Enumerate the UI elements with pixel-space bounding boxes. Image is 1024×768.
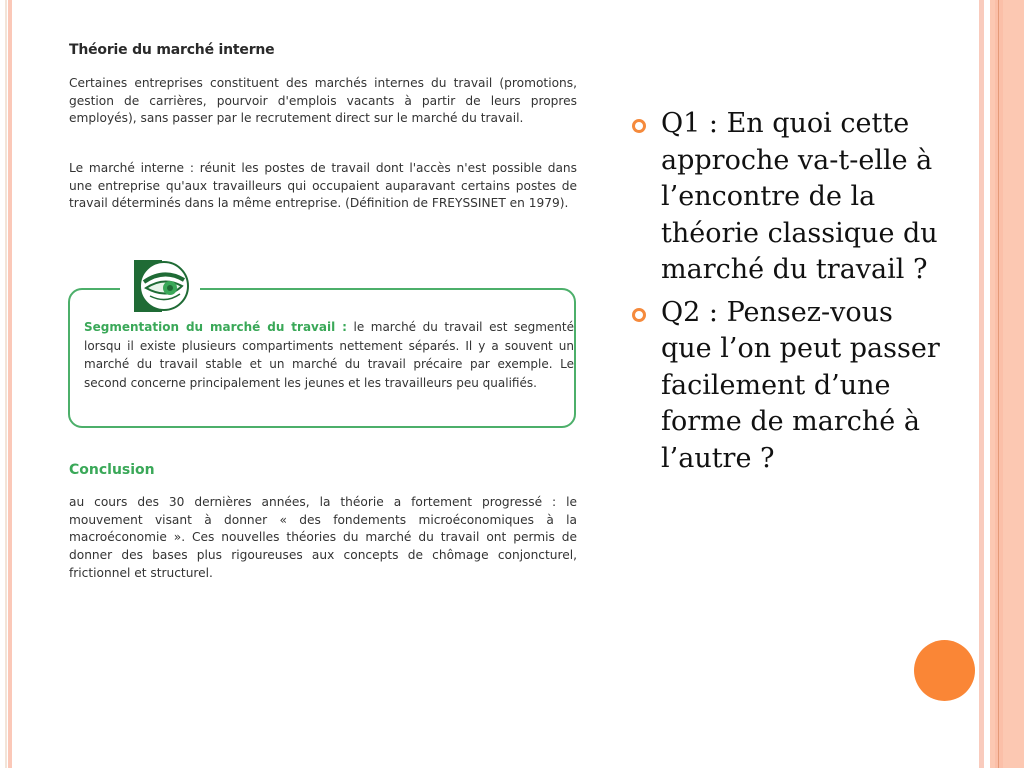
right-stripe xyxy=(995,0,1003,768)
paragraph-definition-freyssinet: Le marché interne : réunit les postes de travail dont l'accès n'est possible dans une entreprise qu'aux travailleurs qui occupaient auparavant certains postes de travail déterminés dans la même entreprise. (Définition de FREYSSINET en 1979). xyxy=(69,161,577,211)
definition-text xyxy=(84,318,574,392)
question-item xyxy=(630,295,940,478)
circle-bullet-icon xyxy=(632,119,646,133)
left-stripe xyxy=(8,0,12,768)
eye-icon xyxy=(134,260,190,312)
question-text: Q2 : Pensez-vous que l’on peut passer facilement d’une forme de marché à l’autre ? xyxy=(661,296,940,474)
question-text: Q1 : En quoi cette approche va-t-elle à l’encontre de la théorie classique du marché du travail ? xyxy=(661,108,938,285)
left-stripe xyxy=(5,0,7,768)
conclusion-paragraph: au cours des 30 dernières années, la théorie a fortement progressé : le mouvement visant à donner « des fondements microéconomiques à la macroéconomie ». Ces nouvelles théories du marché du travail ont permis de donner des bases plus rigoureuses aux concepts de chômage conjoncturel, frictionnel et structurel. xyxy=(69,495,577,580)
definition-term: Segmentation du marché du travail : xyxy=(84,320,347,334)
conclusion-heading: Conclusion xyxy=(69,462,155,478)
question-list xyxy=(630,106,940,483)
paragraph-internal-markets: Certaines entreprises constituent des marchés internes du travail (promotions, gestion de carrières, pourvoir d'emplois vacants à partir de leurs propres employés), sans passer par le recrutement direct sur le marché du travail. xyxy=(69,76,577,126)
question-item xyxy=(630,106,940,289)
excerpt-title: Théorie du marché interne xyxy=(69,42,275,58)
circle-bullet-icon xyxy=(632,308,646,322)
right-stripe-line xyxy=(998,0,999,768)
textbook-excerpt-image xyxy=(60,30,590,605)
definition-body: le marché du travail est segmenté lorsqu il existe plusieurs compartiments nettement séparés. Il y a souvent un marché du travail stable et un marché du travail précaire par exemple. Le second concerne principalement les jeunes et les travailleurs peu qualifiés. xyxy=(84,320,574,390)
right-stripe xyxy=(979,0,984,768)
decorative-orange-circle xyxy=(914,640,975,701)
